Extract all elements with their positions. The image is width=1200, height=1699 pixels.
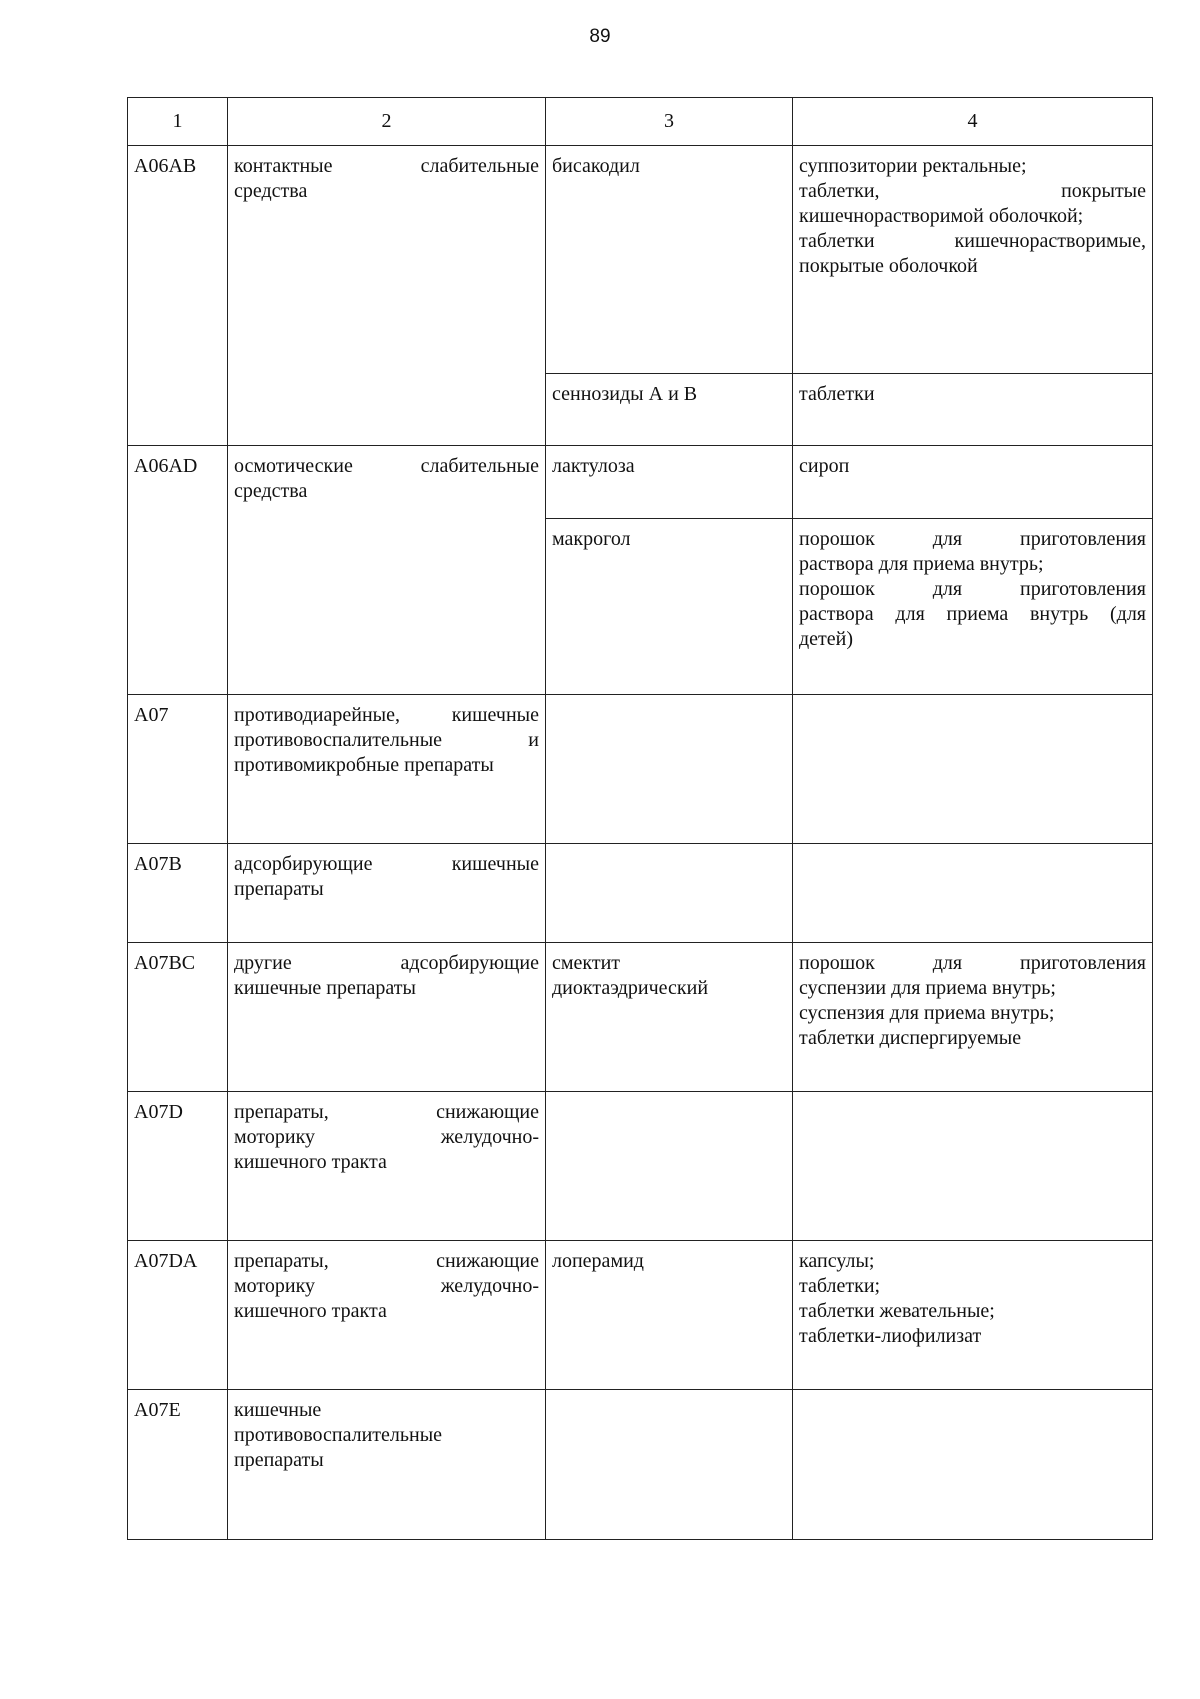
atc-code-cell: А07ВС — [128, 943, 228, 1092]
dosage-form-line: порошок для приготовления — [799, 578, 1146, 600]
column-header: 4 — [793, 98, 1153, 146]
dosage-form-line: суспензии для приема внутрь; — [799, 977, 1056, 999]
group-name-line: препараты, снижающие — [234, 1101, 539, 1123]
group-name-line: противовоспалительные — [234, 1424, 443, 1446]
dosage-forms-cell — [793, 1241, 1153, 1390]
group-name-cell — [228, 943, 546, 1092]
group-name-line: кишечные препараты — [234, 977, 416, 999]
group-name-line: препараты — [234, 1449, 324, 1471]
dosage-form-line: раствора для приема внутрь; — [799, 553, 1044, 575]
group-name-line: кишечные — [234, 1399, 322, 1421]
atc-code-cell: А06AD — [128, 446, 228, 695]
dosage-form-line: кишечнорастворимой оболочкой; — [799, 205, 1084, 227]
dosage-form-line: таблетки; — [799, 1275, 881, 1297]
group-name-line: моторику желудочно- — [234, 1126, 539, 1148]
group-name-line: другие адсорбирующие — [234, 952, 539, 974]
atc-code-cell: А07В — [128, 844, 228, 943]
group-name-line: препараты, снижающие — [234, 1250, 539, 1272]
dosage-forms-cell — [793, 1092, 1153, 1241]
atc-code-cell: А07 — [128, 695, 228, 844]
group-name-cell — [228, 446, 546, 695]
dosage-form-line: детей) — [799, 628, 854, 650]
atc-code-cell: А07D — [128, 1092, 228, 1241]
drug-name-cell — [546, 1092, 793, 1241]
column-header: 2 — [228, 98, 546, 146]
drug-name-cell: макрогол — [546, 519, 793, 695]
drug-name-line: диоктаэдрический — [552, 977, 709, 999]
dosage-form-line: таблетки жевательные; — [799, 1300, 995, 1322]
dosage-forms-cell — [793, 146, 1153, 374]
dosage-forms-cell — [793, 519, 1153, 695]
drug-name-cell — [546, 695, 793, 844]
drug-name-cell — [546, 943, 793, 1092]
group-name-line: средства — [234, 180, 308, 202]
drug-name-line: смектит — [552, 952, 621, 974]
dosage-forms-cell: сироп — [793, 446, 1153, 519]
group-name-line: противомикробные препараты — [234, 754, 494, 776]
group-name-cell — [228, 1092, 546, 1241]
dosage-form-line: покрытые оболочкой — [799, 255, 978, 277]
group-name-line: контактные слабительные — [234, 155, 539, 177]
dosage-form-line: капсулы; — [799, 1250, 875, 1272]
group-name-line: средства — [234, 480, 308, 502]
atc-code-cell: А07DA — [128, 1241, 228, 1390]
page-number: 89 — [589, 26, 611, 47]
dosage-forms-cell — [793, 943, 1153, 1092]
drug-name-cell — [546, 844, 793, 943]
dosage-forms-cell: таблетки — [793, 374, 1153, 446]
table-row — [128, 1241, 1153, 1390]
group-name-cell — [228, 1241, 546, 1390]
group-name-line: препараты — [234, 878, 324, 900]
table-row — [128, 1390, 1153, 1540]
group-name-cell — [228, 844, 546, 943]
drug-name-cell: лоперамид — [546, 1241, 793, 1390]
column-header: 1 — [128, 98, 228, 146]
group-name-cell — [228, 1390, 546, 1540]
dosage-form-line: суспензия для приема внутрь; — [799, 1002, 1055, 1024]
dosage-form-line: таблетки кишечнорастворимые, — [799, 230, 1146, 252]
dosage-forms-cell — [793, 1390, 1153, 1540]
dosage-form-line: раствора для приема внутрь (для — [799, 603, 1146, 625]
drug-table — [127, 97, 1153, 1540]
table-row — [128, 943, 1153, 1092]
table-row — [128, 1092, 1153, 1241]
dosage-form-line: таблетки, покрытые — [799, 180, 1146, 202]
table-row — [128, 844, 1153, 943]
drug-name-cell: лактулоза — [546, 446, 793, 519]
group-name-line: адсорбирующие кишечные — [234, 853, 539, 875]
dosage-form-line: порошок для приготовления — [799, 952, 1146, 974]
dosage-forms-cell — [793, 695, 1153, 844]
table-row — [128, 695, 1153, 844]
group-name-line: моторику желудочно- — [234, 1275, 539, 1297]
group-name-cell — [228, 695, 546, 844]
table-row — [128, 146, 1153, 374]
group-name-line: противодиарейные, кишечные — [234, 704, 539, 726]
group-name-line: кишечного тракта — [234, 1300, 387, 1322]
header-row — [128, 98, 1153, 146]
group-name-cell — [228, 146, 546, 446]
table-row — [128, 446, 1153, 519]
group-name-line: кишечного тракта — [234, 1151, 387, 1173]
dosage-form-line: таблетки-лиофилизат — [799, 1325, 982, 1347]
dosage-form-line: порошок для приготовления — [799, 528, 1146, 550]
drug-name-cell: сеннозиды А и В — [546, 374, 793, 446]
group-name-line: осмотические слабительные — [234, 455, 539, 477]
dosage-form-line: таблетки диспергируемые — [799, 1027, 1022, 1049]
drug-name-cell — [546, 1390, 793, 1540]
group-name-line: противовоспалительные и — [234, 729, 539, 751]
dosage-forms-cell — [793, 844, 1153, 943]
atc-code-cell: А06АВ — [128, 146, 228, 446]
column-header: 3 — [546, 98, 793, 146]
drug-name-cell: бисакодил — [546, 146, 793, 374]
atc-code-cell: А07Е — [128, 1390, 228, 1540]
dosage-form-line: суппозитории ректальные; — [799, 155, 1027, 177]
